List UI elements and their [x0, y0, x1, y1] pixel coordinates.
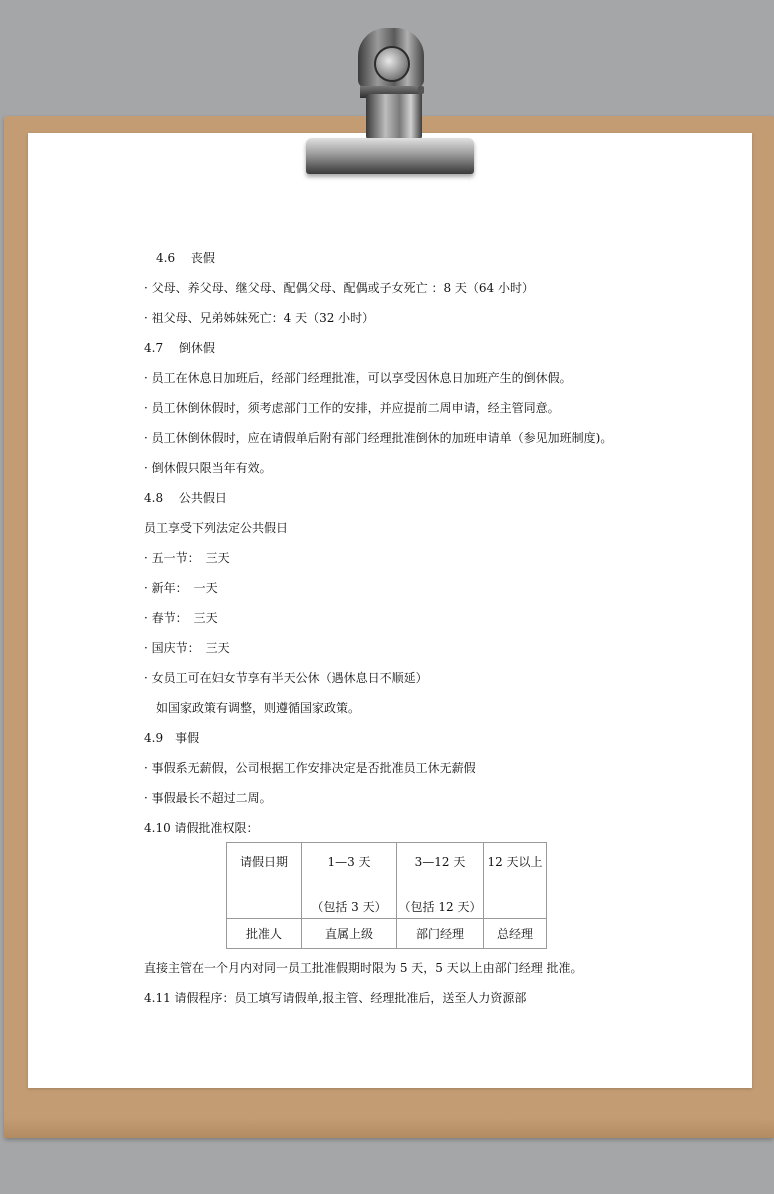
heading-4-7: 4.7 倒休假: [144, 341, 215, 355]
list-item: · 祖父母、兄弟姊妹死亡：4 天（32 小时）: [144, 311, 375, 325]
list-item: · 事假最长不超过二周。: [144, 791, 272, 805]
table-cell: 直属上级: [302, 919, 397, 949]
clip-body-icon: [366, 94, 422, 140]
list-item: · 五一节： 三天: [144, 551, 230, 565]
list-item: · 事假系无薪假，公司根据工作安排决定是否批准员工休无薪假: [144, 761, 476, 775]
table-cell-text: 请假日期: [239, 855, 288, 869]
list-item: · 女员工可在妇女节享有半天公休（遇休息日不顺延）: [144, 671, 428, 685]
list-item: · 员工在休息日加班后，经部门经理批准，可以享受因休息日加班产生的倒休假。: [144, 371, 572, 385]
heading-4-11: 4.11 请假程序：员工填写请假单,报主管、经理批准后，送至人力资源部: [144, 991, 527, 1005]
heading-4-9: 4.9 事假: [144, 731, 200, 745]
clipboard-edge: [4, 1118, 774, 1138]
clip-hole-icon: [374, 46, 410, 82]
clip-pin-icon: [418, 86, 424, 94]
list-item: · 父母、养父母、继父母、配偶父母、配偶或子女死亡 ：8 天（64 小时）: [144, 281, 534, 295]
table-cell-subtext: （包括 12 天）: [398, 900, 482, 914]
paragraph: 员工享受下列法定公共假日: [144, 521, 289, 535]
heading-4-8: 4.8 公共假日: [144, 491, 227, 505]
table-cell: [302, 843, 397, 919]
table-cell: 批准人: [227, 919, 302, 949]
list-item: · 倒休假只限当年有效。: [144, 461, 272, 475]
paragraph: 直接主管在一个月内对同一员工批准假期时限为 5 天，5 天以上由部门经理 批准。: [144, 961, 583, 975]
heading-4-6: 4.6 丧假: [156, 251, 215, 265]
heading-4-10: 4.10 请假批准权限：: [144, 821, 259, 835]
list-item: · 国庆节： 三天: [144, 641, 230, 655]
table-cell: 部门经理: [397, 919, 484, 949]
approval-table: [226, 842, 547, 949]
table-cell: 总经理: [484, 919, 547, 949]
paragraph: 如国家政策有调整，则遵循国家政策。: [144, 701, 361, 715]
table-row: [227, 919, 547, 949]
list-item: · 新年： 一天: [144, 581, 218, 595]
table-cell-subtext: （包括 3 天）: [311, 900, 387, 914]
table-cell: [227, 843, 302, 919]
list-item: · 员工休倒休假时，应在请假单后附有部门经理批准倒休的加班申请单（参见加班制度)。: [144, 431, 613, 445]
list-item: · 春节： 三天: [144, 611, 218, 625]
clip-base-icon: [306, 138, 474, 174]
table-cell: [397, 843, 484, 919]
table-cell-text: 12 天以上: [487, 855, 543, 869]
table-cell-text: 3—12 天: [414, 855, 466, 869]
table-row: [227, 843, 547, 919]
table-cell-text: 1—3 天: [327, 855, 371, 869]
list-item: · 员工休倒休假时，须考虑部门工作的安排，并应提前二周申请，经主管同意。: [144, 401, 560, 415]
table-cell: [484, 843, 547, 919]
